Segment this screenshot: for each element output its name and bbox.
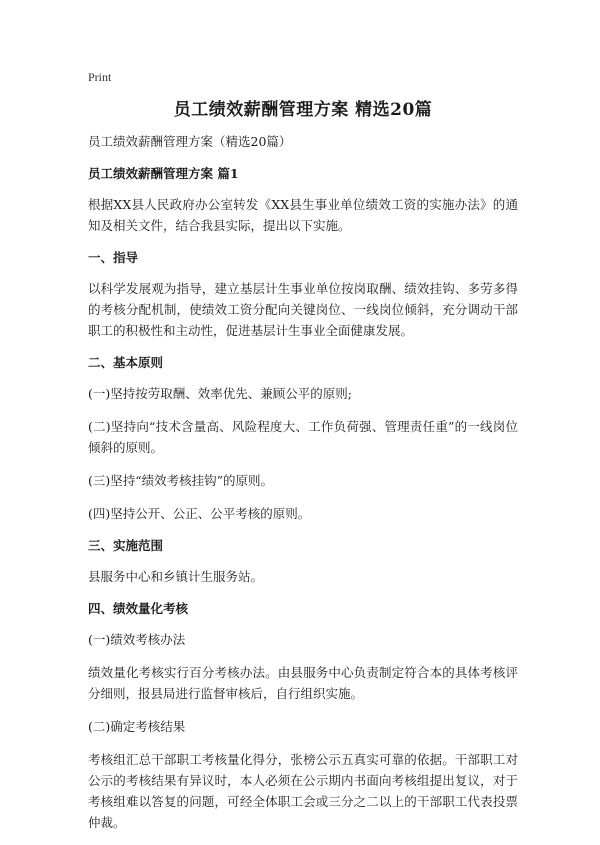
assessment-subheading-method: (一)绩效考核办法 xyxy=(88,632,186,647)
document-subtitle: 员工绩效薪酬管理方案（精选20篇） xyxy=(88,134,292,149)
principle-item-3: (三)坚持“绩效考核挂钩”的原则。 xyxy=(88,473,274,488)
principle-item-4: (四)坚持公开、公正、公平考核的原则。 xyxy=(88,506,311,521)
section-heading-principles: 二、基本原则 xyxy=(88,355,164,370)
section-heading-scope: 三、实施范围 xyxy=(88,538,164,553)
document-title: 员工绩效薪酬管理方案 精选20篇 xyxy=(173,100,433,120)
print-label: Print xyxy=(88,70,112,84)
assessment-result-paragraph: 考核组汇总干部职工考核量化得分，张榜公示五真实可靠的依据。干部职工对公示的考核结果有异议时，本人必须在公示期内书面向考核组提出复议，对于考核组难以答复的问题，可经全体职工会或三分之二以上的干部职工代表投票仲裁。 xyxy=(88,752,518,830)
principle-item-2: (二)坚持向“技术含量高、风险程度大、工作负荷强、管理责任重”的一线岗位倾斜的原则。 xyxy=(88,419,518,455)
section-heading-assessment: 四、绩效量化考核 xyxy=(88,601,189,616)
document-page xyxy=(88,70,518,845)
assessment-method-paragraph: 绩效量化考核实行百分考核办法。由县服务中心负责制定符合本的具体考核评分细则，报县局进行监督审核后，自行组织实施。 xyxy=(88,665,518,701)
section-heading-guidance: 一、指导 xyxy=(88,250,139,265)
assessment-subheading-result: (二)确定考核结果 xyxy=(88,719,186,734)
guidance-paragraph: 以科学发展观为指导，建立基层计生事业单位按岗取酬、绩效挂钩、多劳多得的考核分配机制，使绩效工资分配向关键岗位、一线岗位倾斜，充分调动干部职工的积极性和主动性，促进基层计生事业全面健康发展。 xyxy=(88,281,518,338)
scope-paragraph: 县服务中心和乡镇计生服务站。 xyxy=(88,569,264,584)
article-heading: 员工绩效薪酬管理方案 篇1 xyxy=(88,166,239,181)
intro-paragraph: 根据XX县人民政府办公室转发《XX县生事业单位绩效工资的实施办法》的通知及相关文件，结合我县实际，提出以下实施。 xyxy=(88,197,518,233)
principle-item-1: (一)坚持按劳取酬、效率优先、兼顾公平的原则; xyxy=(88,386,352,401)
